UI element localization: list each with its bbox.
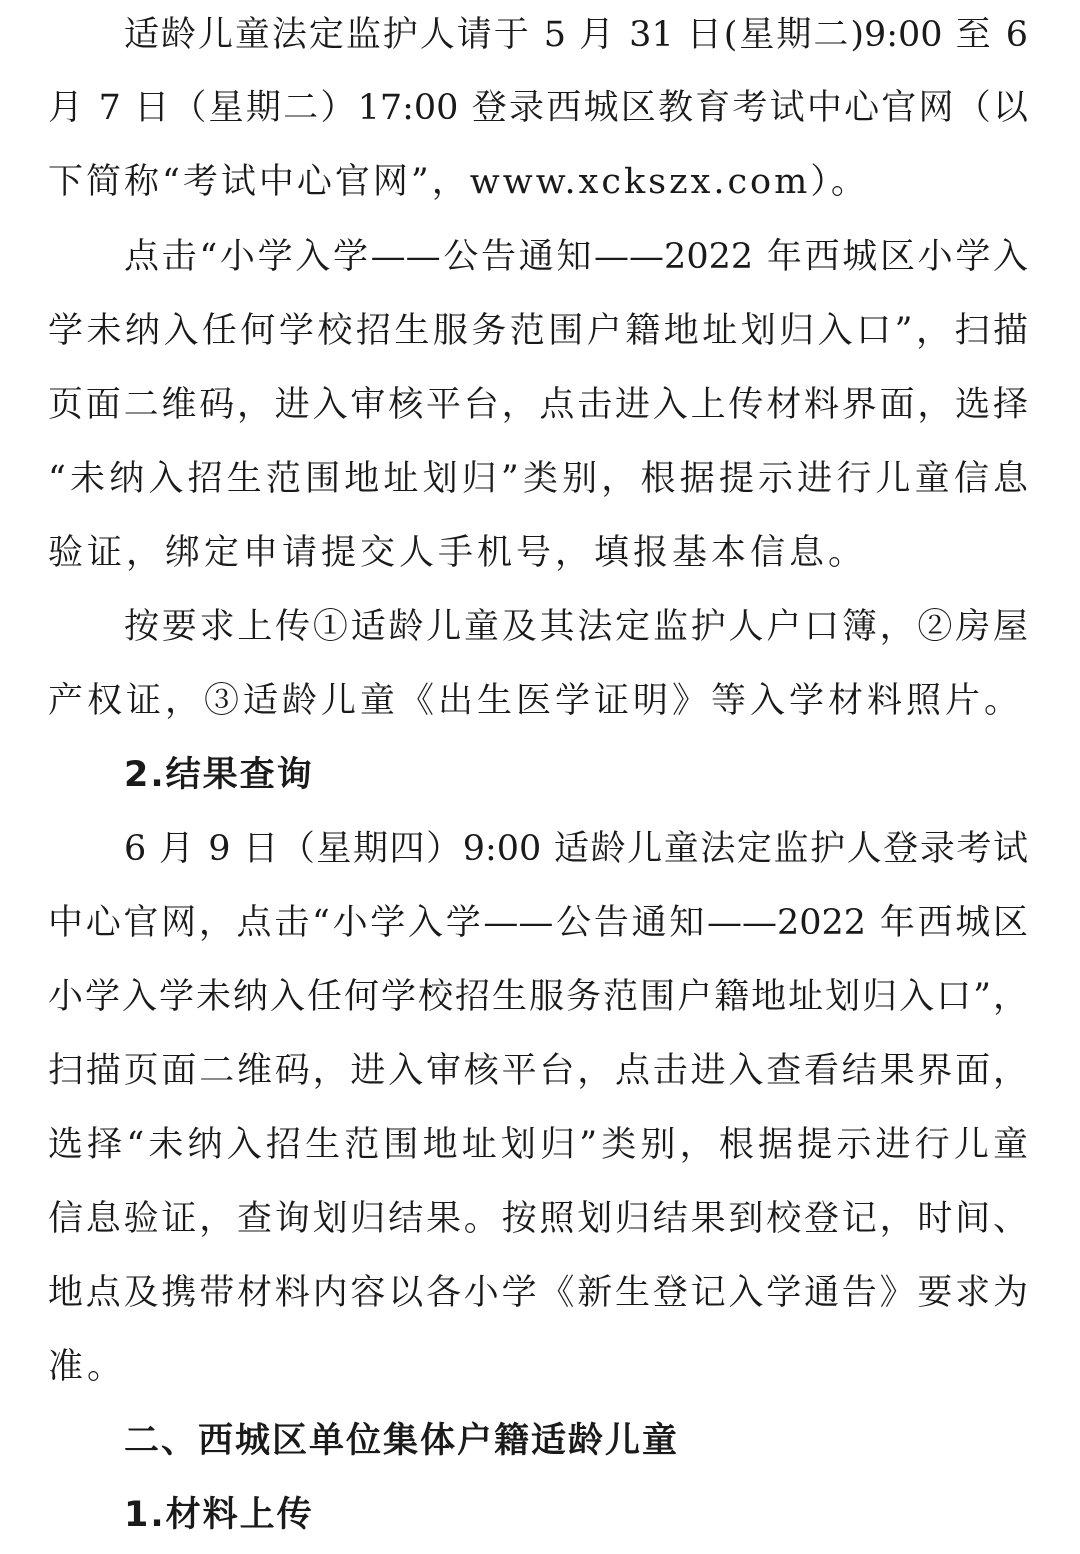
paragraph-line: 小学入学未纳入任何学校招生服务范围户籍地址划归入口”，: [48, 977, 1028, 1017]
paragraph-line: 点击“小学入学——公告通知——2022 年西城区小学入: [124, 237, 1028, 277]
paragraph-line: 产权证，③适龄儿童《出生医学证明》等入学材料照片。: [48, 681, 1024, 721]
paragraph-line: 月 7 日（星期二）17:00 登录西城区教育考试中心官网（以: [48, 88, 1028, 128]
section-heading-collective: 二、西城区单位集体户籍适龄儿童: [124, 1421, 680, 1461]
paragraph-line: 扫描页面二维码，进入审核平台，点击进入查看结果界面，: [48, 1051, 1028, 1091]
paragraph-line: 下简称“考试中心官网”，www.xckszx.com）。: [48, 162, 869, 202]
paragraph-line: 地点及携带材料内容以各小学《新生登记入学通告》要求为: [48, 1273, 1028, 1313]
paragraph-line: 选择“未纳入招生范围地址划归”类别，根据提示进行儿童: [48, 1125, 1028, 1165]
paragraph-line: 页面二维码，进入审核平台，点击进入上传材料界面，选择: [48, 385, 1028, 425]
paragraph-line: 适龄儿童法定监护人请于 5 月 31 日(星期二)9:00 至 6: [124, 15, 1028, 55]
paragraph-line: 中心官网，点击“小学入学——公告通知——2022 年西城区: [48, 903, 1028, 943]
paragraph-line: 按要求上传①适龄儿童及其法定监护人户口簿，②房屋: [124, 607, 1028, 647]
subsection-heading-upload: 1.材料上传: [124, 1495, 314, 1535]
section-heading-result: 2.结果查询: [124, 755, 314, 795]
paragraph-line: “未纳入招生范围地址划归”类别，根据提示进行儿童信息: [48, 459, 1028, 499]
paragraph-line: 准。: [48, 1347, 127, 1387]
paragraph-line: 学未纳入任何学校招生服务范围户籍地址划归入口”，扫描: [48, 311, 1028, 351]
paragraph-line: 6 月 9 日（星期四）9:00 适龄儿童法定监护人登录考试: [124, 829, 1028, 869]
paragraph-line: 信息验证，查询划归结果。按照划归结果到校登记，时间、: [48, 1199, 1028, 1239]
paragraph-line: 验证，绑定申请提交人手机号，填报基本信息。: [48, 533, 868, 573]
